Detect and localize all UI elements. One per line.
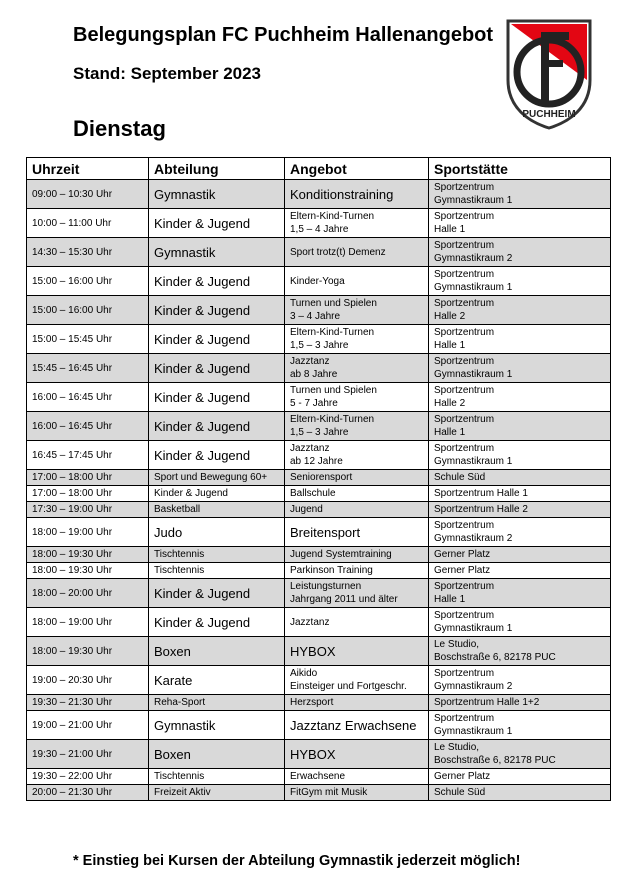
table-row: [27, 711, 611, 740]
offer-cell: [285, 267, 429, 296]
stand-date: Stand: September 2023: [73, 64, 262, 83]
table-row: [27, 502, 611, 518]
department-cell: Kinder & Jugend: [149, 412, 285, 441]
venue-cell-line: Sportzentrum Halle 2: [434, 504, 528, 515]
time-cell: 09:00 – 10:30 Uhr: [27, 180, 149, 209]
venue-cell-line: Gymnastikraum 2: [434, 253, 513, 264]
venue-cell-line: Sportzentrum: [434, 713, 495, 724]
time-cell: 20:00 – 21:30 Uhr: [27, 785, 149, 801]
venue-cell: [429, 296, 611, 325]
time-cell: 18:00 – 19:30 Uhr: [27, 547, 149, 563]
offer-cell-line: 1,5 – 4 Jahre: [290, 224, 349, 235]
venue-cell-line: Le Studio,: [434, 742, 480, 753]
venue-cell-line: Gymnastikraum 1: [434, 456, 513, 467]
offer-cell-line: Turnen und Spielen: [290, 385, 377, 396]
time-cell: 18:00 – 20:00 Uhr: [27, 579, 149, 608]
offer-cell-line: Turnen und Spielen: [290, 298, 377, 309]
department-cell: Kinder & Jugend: [149, 608, 285, 637]
offer-cell-line: Eltern-Kind-Turnen: [290, 414, 375, 425]
table-row: [27, 666, 611, 695]
offer-cell-line: 3 – 4 Jahre: [290, 311, 341, 322]
time-cell: 18:00 – 19:00 Uhr: [27, 518, 149, 547]
offer-cell-line: 1,5 – 3 Jahre: [290, 427, 349, 438]
offer-cell-line: 1,5 – 3 Jahre: [290, 340, 349, 351]
department-cell: Kinder & Jugend: [149, 325, 285, 354]
offer-cell: [285, 354, 429, 383]
table-row: [27, 486, 611, 502]
offer-cell-line: Jazztanz: [290, 616, 330, 628]
offer-cell-line: Ballschule: [290, 488, 336, 499]
table-row: [27, 563, 611, 579]
department-cell: Kinder & Jugend: [149, 354, 285, 383]
table-row: [27, 695, 611, 711]
venue-cell-line: Halle 2: [434, 311, 466, 322]
offer-cell: [285, 209, 429, 238]
venue-cell-line: Sportzentrum: [434, 668, 495, 679]
time-cell: 16:00 – 16:45 Uhr: [27, 412, 149, 441]
department-cell: Judo: [149, 518, 285, 547]
venue-cell-line: Gerner Platz: [434, 771, 491, 782]
offer-cell: [285, 769, 429, 785]
time-cell: 19:00 – 20:30 Uhr: [27, 666, 149, 695]
venue-cell-line: Schule Süd: [434, 472, 486, 483]
offer-cell: [285, 563, 429, 579]
offer-cell: [285, 608, 429, 637]
department-cell: Gymnastik: [149, 238, 285, 267]
table-row: [27, 608, 611, 637]
venue-cell-line: Sportzentrum: [434, 520, 495, 531]
offer-cell: [285, 296, 429, 325]
column-header-department: Abteilung: [149, 158, 285, 180]
table-row: [27, 579, 611, 608]
venue-cell-line: Halle 2: [434, 398, 466, 409]
offer-cell-line: Herzsport: [290, 697, 334, 708]
venue-cell-line: Gymnastikraum 2: [434, 681, 513, 692]
offer-cell-line: Konditionstraining: [290, 186, 394, 202]
department-cell: Kinder & Jugend: [149, 296, 285, 325]
venue-cell: [429, 412, 611, 441]
time-cell: 16:00 – 16:45 Uhr: [27, 383, 149, 412]
venue-cell-line: Sportzentrum: [434, 581, 495, 592]
department-cell: Kinder & Jugend: [149, 441, 285, 470]
venue-cell-line: Halle 1: [434, 340, 466, 351]
venue-cell-line: Sportzentrum: [434, 414, 495, 425]
venue-cell-line: Sportzentrum: [434, 385, 495, 396]
venue-cell-line: Sportzentrum: [434, 610, 495, 621]
offer-cell-line: Jazztanz: [290, 443, 330, 454]
offer-cell-line: Einsteiger und Fortgeschr.: [290, 681, 407, 692]
venue-cell: [429, 383, 611, 412]
column-header-time: Uhrzeit: [27, 158, 149, 180]
offer-cell: [285, 637, 429, 666]
department-cell: Karate: [149, 666, 285, 695]
venue-cell-line: Sportzentrum: [434, 356, 495, 367]
offer-cell: [285, 579, 429, 608]
time-cell: 19:30 – 21:00 Uhr: [27, 740, 149, 769]
table-row: [27, 441, 611, 470]
time-cell: 15:00 – 15:45 Uhr: [27, 325, 149, 354]
venue-cell: [429, 486, 611, 502]
venue-cell-line: Sportzentrum: [434, 327, 495, 338]
department-cell: Reha-Sport: [149, 695, 285, 711]
offer-cell-line: Eltern-Kind-Turnen: [290, 211, 375, 222]
venue-cell-line: Le Studio,: [434, 639, 480, 650]
offer-cell-line: Seniorensport: [290, 472, 353, 483]
offer-cell-line: Parkinson Training: [290, 565, 373, 576]
offer-cell: [285, 180, 429, 209]
offer-cell-line: HYBOX: [290, 643, 336, 659]
offer-cell: [285, 711, 429, 740]
offer-cell: [285, 740, 429, 769]
department-cell: Kinder & Jugend: [149, 267, 285, 296]
venue-cell-line: Gymnastikraum 1: [434, 623, 513, 634]
offer-cell: [285, 502, 429, 518]
offer-cell-line: Jazztanz: [290, 356, 330, 367]
table-row: [27, 470, 611, 486]
department-cell: Sport und Bewegung 60+: [149, 470, 285, 486]
offer-cell-line: Erwachsene: [290, 771, 346, 782]
department-cell: Boxen: [149, 740, 285, 769]
table-row: [27, 325, 611, 354]
table-row: [27, 267, 611, 296]
venue-cell: [429, 209, 611, 238]
venue-cell: [429, 325, 611, 354]
venue-cell-line: Boschstraße 6, 82178 PUC: [434, 755, 556, 766]
offer-cell: [285, 238, 429, 267]
venue-cell: [429, 637, 611, 666]
offer-cell: [285, 441, 429, 470]
offer-cell-line: ab 8 Jahre: [290, 369, 338, 380]
offer-cell: [285, 695, 429, 711]
offer-cell: [285, 547, 429, 563]
offer-cell-line: Sport trotz(t) Demenz: [290, 246, 386, 258]
time-cell: 15:00 – 16:00 Uhr: [27, 267, 149, 296]
table-row: [27, 296, 611, 325]
venue-cell: [429, 470, 611, 486]
venue-cell: [429, 267, 611, 296]
department-cell: Tischtennis: [149, 563, 285, 579]
table-row: [27, 209, 611, 238]
venue-cell-line: Halle 1: [434, 594, 466, 605]
department-cell: Boxen: [149, 637, 285, 666]
venue-cell: [429, 711, 611, 740]
venue-cell-line: Gerner Platz: [434, 565, 491, 576]
offer-cell-line: Kinder-Yoga: [290, 275, 345, 287]
venue-cell: [429, 740, 611, 769]
offer-cell-line: Jugend Systemtraining: [290, 549, 392, 560]
venue-cell: [429, 579, 611, 608]
venue-cell: [429, 441, 611, 470]
venue-cell: [429, 354, 611, 383]
venue-cell: [429, 563, 611, 579]
department-cell: Freizeit Aktiv: [149, 785, 285, 801]
time-cell: 15:45 – 16:45 Uhr: [27, 354, 149, 383]
schedule-body: [27, 180, 611, 801]
time-cell: 16:45 – 17:45 Uhr: [27, 441, 149, 470]
offer-cell-line: Aikido: [290, 668, 318, 679]
schedule-table: [26, 157, 611, 801]
venue-cell-line: Gymnastikraum 1: [434, 195, 513, 206]
venue-cell: [429, 547, 611, 563]
venue-cell: [429, 769, 611, 785]
venue-cell-line: Gymnastikraum 1: [434, 369, 513, 380]
table-row: [27, 238, 611, 267]
time-cell: 19:30 – 22:00 Uhr: [27, 769, 149, 785]
table-row: [27, 180, 611, 209]
department-cell: Tischtennis: [149, 769, 285, 785]
fc-puchheim-logo: [505, 18, 593, 130]
offer-cell-line: Jugend: [290, 504, 323, 515]
time-cell: 15:00 – 16:00 Uhr: [27, 296, 149, 325]
venue-cell-line: Sportzentrum Halle 1: [434, 488, 528, 499]
column-header-venue: Sportstätte: [429, 158, 611, 180]
venue-cell-line: Halle 1: [434, 224, 466, 235]
venue-cell-line: Sportzentrum: [434, 298, 495, 309]
venue-cell-line: Gerner Platz: [434, 549, 491, 560]
department-cell: Gymnastik: [149, 180, 285, 209]
offer-cell: [285, 470, 429, 486]
venue-cell: [429, 695, 611, 711]
offer-cell: [285, 666, 429, 695]
time-cell: 18:00 – 19:30 Uhr: [27, 637, 149, 666]
time-cell: 18:00 – 19:00 Uhr: [27, 608, 149, 637]
offer-cell-line: ab 12 Jahre: [290, 456, 343, 467]
table-header-row: [27, 158, 611, 180]
venue-cell: [429, 502, 611, 518]
venue-cell: [429, 608, 611, 637]
venue-cell-line: Boschstraße 6, 82178 PUC: [434, 652, 556, 663]
table-row: [27, 383, 611, 412]
venue-cell-line: Schule Süd: [434, 787, 486, 798]
venue-cell-line: Sportzentrum: [434, 211, 495, 222]
department-cell: Kinder & Jugend: [149, 383, 285, 412]
department-cell: Kinder & Jugend: [149, 209, 285, 238]
table-row: [27, 785, 611, 801]
offer-cell: [285, 412, 429, 441]
offer-cell: [285, 325, 429, 354]
venue-cell-line: Gymnastikraum 1: [434, 726, 513, 737]
offer-cell: [285, 383, 429, 412]
table-row: [27, 518, 611, 547]
time-cell: 10:00 – 11:00 Uhr: [27, 209, 149, 238]
offer-cell: [285, 785, 429, 801]
venue-cell-line: Sportzentrum Halle 1+2: [434, 697, 540, 708]
time-cell: 14:30 – 15:30 Uhr: [27, 238, 149, 267]
column-header-offer: Angebot: [285, 158, 429, 180]
venue-cell-line: Sportzentrum: [434, 240, 495, 251]
offer-cell: [285, 486, 429, 502]
offer-cell-line: Jazztanz Erwachsene: [290, 717, 417, 733]
offer-cell-line: Breitensport: [290, 524, 361, 540]
department-cell: Basketball: [149, 502, 285, 518]
venue-cell-line: Gymnastikraum 2: [434, 533, 513, 544]
venue-cell-line: Sportzentrum: [434, 443, 495, 454]
table-row: [27, 740, 611, 769]
venue-cell-line: Halle 1: [434, 427, 466, 438]
day-heading: Dienstag: [73, 116, 166, 141]
time-cell: 19:30 – 21:30 Uhr: [27, 695, 149, 711]
offer-cell-line: Leistungsturnen: [290, 581, 362, 592]
offer-cell-line: Jahrgang 2011 und älter: [290, 594, 398, 605]
venue-cell: [429, 518, 611, 547]
time-cell: 17:00 – 18:00 Uhr: [27, 470, 149, 486]
footnote: * Einstieg bei Kursen der Abteilung Gymnastik jederzeit möglich!: [73, 853, 521, 869]
svg-text:PUCHHEIM: PUCHHEIM: [522, 109, 576, 120]
table-row: [27, 769, 611, 785]
venue-cell: [429, 785, 611, 801]
table-row: [27, 637, 611, 666]
offer-cell-line: 5 - 7 Jahre: [290, 398, 338, 409]
time-cell: 17:30 – 19:00 Uhr: [27, 502, 149, 518]
department-cell: Kinder & Jugend: [149, 579, 285, 608]
venue-cell-line: Sportzentrum: [434, 182, 495, 193]
venue-cell: [429, 666, 611, 695]
department-cell: Kinder & Jugend: [149, 486, 285, 502]
table-row: [27, 354, 611, 383]
time-cell: 17:00 – 18:00 Uhr: [27, 486, 149, 502]
document-title: Belegungsplan FC Puchheim Hallenangebot: [73, 24, 494, 46]
offer-cell-line: Eltern-Kind-Turnen: [290, 327, 375, 338]
table-row: [27, 412, 611, 441]
offer-cell: [285, 518, 429, 547]
offer-cell-line: HYBOX: [290, 746, 336, 762]
time-cell: 19:00 – 21:00 Uhr: [27, 711, 149, 740]
venue-cell: [429, 180, 611, 209]
time-cell: 18:00 – 19:30 Uhr: [27, 563, 149, 579]
offer-cell-line: FitGym mit Musik: [290, 787, 368, 798]
table-row: [27, 547, 611, 563]
department-cell: Gymnastik: [149, 711, 285, 740]
venue-cell-line: Gymnastikraum 1: [434, 282, 513, 293]
venue-cell: [429, 238, 611, 267]
department-cell: Tischtennis: [149, 547, 285, 563]
venue-cell-line: Sportzentrum: [434, 269, 495, 280]
